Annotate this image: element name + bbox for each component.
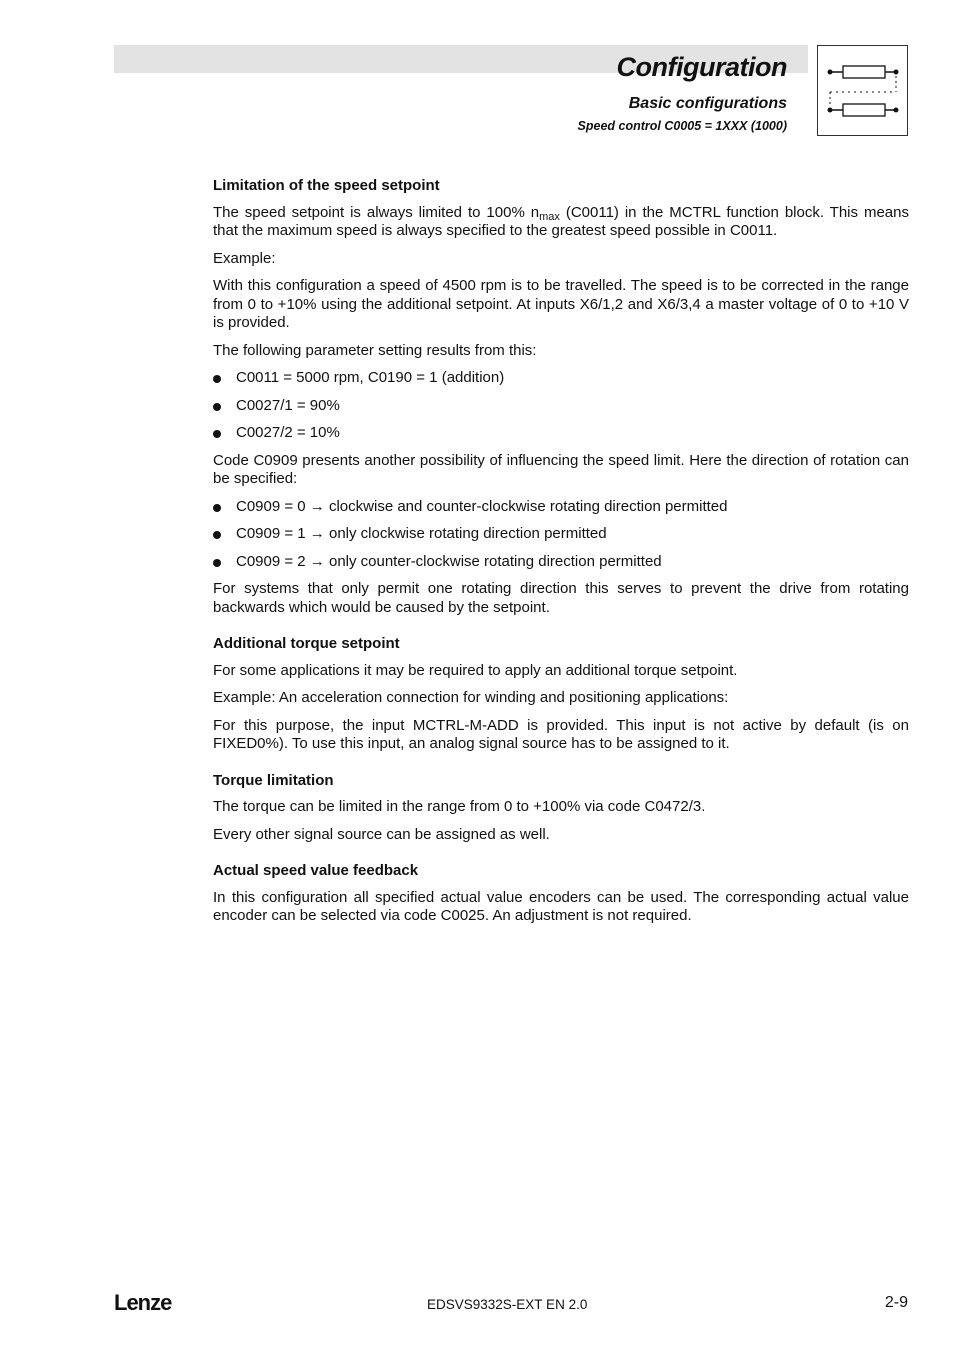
page-subtitle: Basic configurations bbox=[628, 95, 787, 112]
list-item: C0909 = 0 → clockwise and counter-clockwise rotating direction permitted bbox=[213, 498, 909, 517]
bullet-icon bbox=[213, 559, 221, 567]
paragraph: The speed setpoint is always limited to 100% $n_{max}$ (C0011) in the MCTRL function block. This means that the maximum speed is always specified to the greatest speed possible in C0011. bbox=[213, 203, 909, 239]
page-title: Configuration bbox=[616, 52, 787, 82]
page-content bbox=[213, 177, 909, 935]
paragraph: Code C0909 presents another possibility of influencing the speed limit. Here the direction of rotation can be specified: bbox=[213, 451, 909, 487]
page-number: 2-9 bbox=[884, 1294, 908, 1311]
paragraph: For this purpose, the input MCTRL-M-ADD is provided. This input is not active by default (is on FIXED0%). To use this input, an analog signal source has to be assigned to it. bbox=[213, 716, 909, 752]
list-item: C0027/2 = 10% bbox=[213, 424, 909, 443]
paragraph: Example: An acceleration connection for winding and positioning applications: bbox=[213, 689, 729, 706]
paragraph: In this configuration all specified actual value encoders can be used. The corresponding actual value encoder can be selected via code C0025. An adjustment is not required. bbox=[213, 888, 909, 924]
section-heading-speed-feedback: Actual speed value feedback bbox=[213, 862, 419, 879]
page-subsubtitle: Speed control C0005 = 1XXX (1000) bbox=[577, 119, 787, 133]
lenze-logo: Lenze bbox=[114, 1290, 172, 1315]
section-heading-torque-setpoint: Additional torque setpoint bbox=[213, 635, 400, 652]
bullet-icon bbox=[213, 375, 221, 383]
section-heading-speed-limit: Limitation of the speed setpoint bbox=[213, 177, 440, 194]
direction-list bbox=[213, 498, 909, 572]
bullet-icon bbox=[213, 403, 221, 411]
paragraph: For systems that only permit one rotating direction this serves to prevent the drive from rotating backwards which would be caused by the setpoint. bbox=[213, 580, 909, 616]
bullet-icon bbox=[213, 504, 221, 512]
list-item: C0909 = 2 → only counter-clockwise rotating direction permitted bbox=[213, 553, 909, 572]
configuration-block-icon bbox=[817, 45, 908, 136]
parameter-list bbox=[213, 369, 909, 443]
list-item: C0909 = 1 → only clockwise rotating direction permitted bbox=[213, 525, 909, 544]
document-id: EDSVS9332S-EXT EN 2.0 bbox=[427, 1297, 588, 1312]
paragraph: Every other signal source can be assigned as well. bbox=[213, 825, 550, 843]
paragraph: For some applications it may be required to apply an additional torque setpoint. bbox=[213, 661, 738, 679]
paragraph: With this configuration a speed of 4500 rpm is to be travelled. The speed is to be corrected in the range from 0 to +10% using the additional setpoint. At inputs X6/1,2 and X6/3,4 a master voltage of 0 to +10 V is provided. bbox=[213, 277, 909, 331]
list-item: C0027/1 = 90% bbox=[213, 397, 909, 416]
bullet-icon bbox=[213, 531, 221, 539]
paragraph: The torque can be limited in the range from 0 to +100% via code C0472/3. bbox=[213, 798, 706, 815]
list-item: C0011 = 5000 rpm, C0190 = 1 (addition) bbox=[213, 369, 909, 388]
bullet-icon bbox=[213, 430, 221, 438]
paragraph: Example: bbox=[213, 249, 276, 267]
section-heading-torque-limitation: Torque limitation bbox=[213, 771, 334, 789]
paragraph: The following parameter setting results from this: bbox=[213, 341, 537, 359]
